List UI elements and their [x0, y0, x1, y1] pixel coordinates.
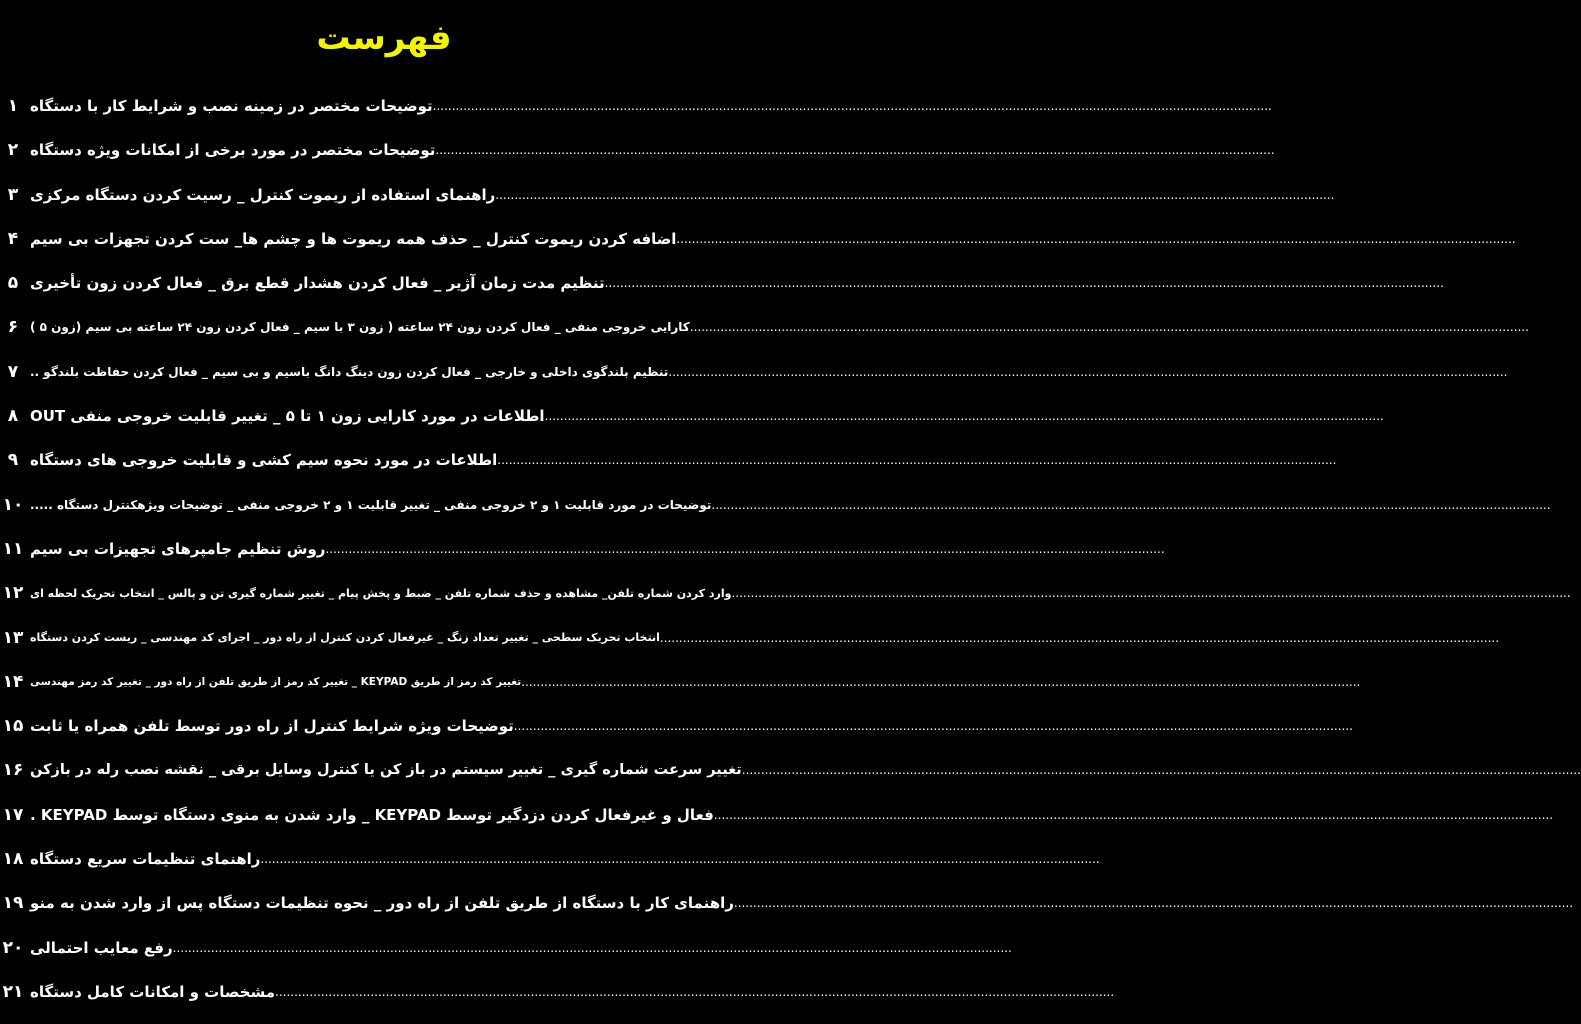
dot-leader: ............................................................................................................................................................................................................................	[713, 807, 1554, 822]
toc-entry-line	[30, 748, 1581, 792]
dot-leader: ............................................................................................................................................................................................................................	[731, 586, 1571, 601]
dot-leader: ............................................................................................................................................................................................................................	[521, 674, 1361, 689]
toc-entry-title: توضیحات مختصر در مورد برخی از امکانات ویژه دستگاه	[30, 141, 436, 160]
toc-entry-page-number: ۳	[7, 184, 19, 205]
toc-entry[interactable]	[0, 350, 1508, 394]
toc-entry-line	[30, 305, 1529, 349]
toc-entry[interactable]	[0, 926, 1012, 970]
toc-entry-line	[30, 483, 1551, 527]
toc-entry-page-number: ۱	[7, 96, 19, 116]
dot-leader: ............................................................................................................................................................................................................................	[604, 276, 1444, 291]
toc-entry-page-number: ۵	[7, 273, 19, 294]
toc-entry-title: توضیحات مختصر در زمینه نصب و شرایط کار با دستگاه	[30, 97, 433, 115]
toc-entry-title: اطلاعات در مورد کارایی زون ۱ تا ۵ _ تغییر قابلیت خروجی منفی OUT	[30, 407, 545, 426]
toc-entry[interactable]	[0, 837, 1100, 881]
dot-leader: ............................................................................................................................................................................................................................	[676, 231, 1516, 246]
toc-entry-title: روش تنظیم جامپرهای تجهیزات بی سیم	[30, 539, 326, 558]
toc-entry-page-number: ۹	[7, 450, 19, 471]
dot-leader: ............................................................................................................................................................................................................................	[172, 940, 1012, 955]
toc-entry-title: اضافه کردن ریموت کنترل _ حذف همه ریموت ها و چشم ها_ ست کردن تجهزات بی سیم	[30, 229, 677, 248]
toc-entry-line	[30, 837, 1100, 881]
toc-entry-page-number: ۴	[7, 228, 19, 249]
toc-entry-page-number: ۲۱	[2, 981, 24, 1002]
toc-entry-title: راهنمای استفاده از ریموت کنترل _ رسیت کردن دستگاه مرکزی	[30, 185, 496, 204]
toc-entry[interactable]	[0, 748, 1581, 792]
toc-entry-line	[30, 173, 1335, 217]
toc-entry-line	[30, 881, 1574, 925]
toc-entry[interactable]	[0, 438, 1337, 482]
toc-entry-title: کارایی خروجی منفی _ فعال کردن زون ۲۴ ساعته ( زون ۳ با سیم _ فعال کردن زون ۲۴ ساعته بی سیم (زون ۵ )	[30, 320, 690, 335]
toc-entry-title: تغییر سرعت شماره گیری _ تغییر سیستم در باز کن یا کنترل وسایل برقی _ نقشه نصب رله در بازکن	[30, 762, 742, 779]
toc-entry-page-number: ۱۱	[2, 538, 24, 559]
dot-leader: ............................................................................................................................................................................................................................	[689, 320, 1529, 335]
toc-entry[interactable]	[0, 394, 1384, 438]
toc-entry[interactable]	[0, 660, 1361, 704]
toc-entry[interactable]	[0, 616, 1500, 660]
toc-entry-title: رفع معایب احتمالی	[30, 938, 173, 957]
toc-entry-title: توضیحات ویژه شرایط کنترل از راه دور توسط تلفن همراه یا ثابت	[30, 717, 514, 736]
toc-entry-page-number: ۱۳	[2, 627, 24, 648]
toc-entry[interactable]	[0, 305, 1529, 349]
toc-entry[interactable]	[0, 217, 1516, 261]
dot-leader: ............................................................................................................................................................................................................................	[435, 143, 1275, 158]
dot-leader: ............................................................................................................................................................................................................................	[495, 187, 1335, 202]
dot-leader: ............................................................................................................................................................................................................................	[432, 99, 1272, 113]
toc-entry-title: وارد کردن شماره تلفن_ مشاهده و حذف شماره تلفن _ ضبط و پخش پیام _ تغییر شماره گیری تن و پالس _ انتخاب تحریک لحظه ای	[30, 586, 732, 600]
toc-entry-line	[30, 571, 1571, 615]
toc-entry-line	[30, 438, 1337, 482]
toc-entry-title: توضیحات در مورد قابلیت ۱ و ۲ خروجی منفی _ تغییر قابلیت ۱ و ۲ خروجی منفی _ توضیحات ویژهکنترل دستگاه .....	[30, 497, 712, 512]
toc-entry-line	[30, 84, 1272, 128]
toc-entry[interactable]	[0, 571, 1571, 615]
toc-entry-page-number: ۱۷	[2, 804, 24, 825]
toc-entry-page-number: ۲۰	[2, 937, 24, 958]
toc-entry-line	[30, 970, 1115, 1014]
toc-entry-line	[30, 704, 1353, 748]
dot-leader: ............................................................................................................................................................................................................................	[275, 984, 1115, 999]
page-title: فهرست	[316, 18, 452, 58]
toc-entry-page-number: ۱۵	[2, 716, 24, 737]
toc-entry-line	[30, 660, 1361, 704]
dot-leader: ............................................................................................................................................................................................................................	[544, 409, 1384, 424]
toc-entry[interactable]	[0, 483, 1551, 527]
toc-entry-page-number: ۶	[7, 317, 19, 338]
toc-entry-line	[30, 793, 1554, 837]
toc-entry[interactable]	[0, 793, 1554, 837]
toc-entry-line	[30, 527, 1165, 571]
toc-entry-title: تنظیم بلندگوی داخلی و خارجی _ فعال کردن زون دینگ دانگ باسیم و بی سیم _ فعال کردن حفاظت بلندگو ..	[30, 364, 669, 379]
dot-leader: ............................................................................................................................................................................................................................	[513, 719, 1353, 734]
dot-leader: ............................................................................................................................................................................................................................	[325, 541, 1165, 556]
toc-entry-line	[30, 926, 1012, 970]
toc-entry-line	[30, 261, 1444, 305]
toc-entry-page-number: ۲	[7, 140, 19, 161]
toc-entry-title: انتخاب تحریک سطحی _ تغییر تعداد زنگ _ غیرفعال کردن کنترل از راه دور _ اجرای کد مهندسی _ ریست کردن دستگاه	[30, 631, 660, 645]
toc-entry-line	[30, 394, 1384, 438]
toc-entry-page-number: ۷	[7, 361, 19, 382]
toc-entry-title: راهنمای کار با دستگاه از طریق تلفن از راه دور _ نحوه تنظیمات دستگاه پس از وارد شدن به منو	[30, 894, 734, 913]
toc-entry-line	[30, 217, 1516, 261]
toc-entry-page-number: ۸	[7, 406, 19, 427]
toc-entry-line	[30, 128, 1275, 172]
toc-entry-page-number: ۱۲	[2, 583, 24, 604]
toc-entry-title: مشخصات و امکانات کامل دستگاه	[30, 982, 275, 1001]
toc-entry[interactable]	[0, 84, 1272, 128]
toc-entry[interactable]	[0, 128, 1275, 172]
toc-entry-line	[30, 616, 1500, 660]
toc-entry-page-number: ۱۰	[2, 494, 24, 515]
toc-entry[interactable]	[0, 881, 1574, 925]
dot-leader: ............................................................................................................................................................................................................................	[711, 497, 1551, 512]
toc-entry-page-number: ۱۴	[2, 671, 24, 692]
toc-entry-title: تنظیم مدت زمان آژیر _ فعال کردن هشدار قطع برق _ فعال کردن زون تأخیری	[30, 274, 605, 293]
toc-entry[interactable]	[0, 527, 1165, 571]
toc-entry[interactable]	[0, 173, 1335, 217]
toc-entry-page-number: ۱۸	[2, 849, 24, 870]
dot-leader: ............................................................................................................................................................................................................................	[497, 453, 1337, 468]
toc-entry-title: تغییر کد رمز از طریق KEYPAD _ تغییر کد رمز از طریق تلفن از راه دور _ تغییر کد رمز مهندسی	[30, 675, 522, 688]
toc-entry-title: راهنمای تنظیمات سریع دستگاه	[30, 850, 261, 869]
dot-leader: ............................................................................................................................................................................................................................	[260, 852, 1100, 867]
dot-leader: ............................................................................................................................................................................................................................	[733, 896, 1574, 911]
toc-entry[interactable]	[0, 970, 1115, 1014]
toc-entry-title: اطلاعات در مورد نحوه سیم کشی و قابلیت خروجی های دستگاه	[30, 451, 498, 470]
toc-entry-page-number: ۱۶	[2, 760, 24, 781]
toc-entry[interactable]	[0, 704, 1353, 748]
toc-entry-line	[30, 350, 1508, 394]
toc-entry[interactable]	[0, 261, 1444, 305]
dot-leader: ............................................................................................................................................................................................................................	[668, 364, 1508, 379]
toc-entry-page-number: ۱۹	[2, 893, 24, 914]
toc-entry-title: فعال و غیرفعال کردن دزدگیر توسط KEYPAD _ وارد شدن به منوی دستگاه توسط KEYPAD .	[30, 805, 714, 824]
dot-leader: ............................................................................................................................................................................................................................	[741, 763, 1581, 778]
dot-leader: ............................................................................................................................................................................................................................	[659, 630, 1500, 645]
toc-list	[0, 84, 1581, 1014]
